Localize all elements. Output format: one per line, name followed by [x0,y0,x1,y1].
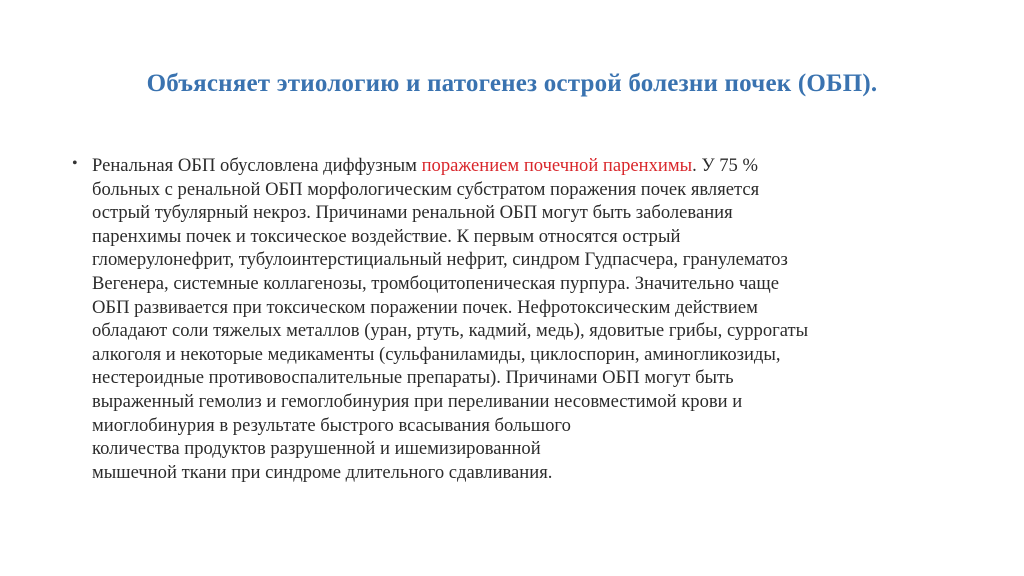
slide-title: Объясняет этиологию и патогенез острой болезни почек (ОБП). [146,70,878,97]
bullet-text-after: . У 75 % [692,155,758,176]
bullet-line: ОБП развивается при токсическом поражении почек. Нефротоксическим действием [92,296,758,318]
bullet-item [72,154,972,484]
bullet-line: количества продуктов разрушенной и ишемизированной [92,438,541,460]
bullet-line-1 [92,154,972,178]
bullet-line: мышечной ткани при синдроме длительного сдавливания. [92,461,553,483]
bullet-line: паренхимы почек и токсическое воздействие. К первым относятся острый [92,225,681,247]
bullet-line: острый тубулярный некроз. Причинами ренальной ОБП могут быть заболевания [92,202,733,224]
bullet-line: Вегенера, системные коллагенозы, тромбоцитопеническая пурпура. Значительно чаще [92,272,779,294]
bullet-line: больных с ренальной ОБП морфологическим субстратом поражения почек является [92,178,760,200]
bullet-line: миоглобинурия в результате быстрого всасывания большого [92,414,571,436]
bullet-line: нестероидные противовоспалительные препараты). Причинами ОБП могут быть [92,367,734,389]
bullet-text-before: Ренальная ОБП обусловлена диффузным [92,155,422,176]
bullet-line: алкоголя и некоторые медикаменты (сульфаниламиды, циклоспорин, аминогликозиды, [92,343,781,365]
bullet-dot-icon: • [72,155,78,172]
bullet-line: гломерулонефрит, тубулоинтерстициальный нефрит, синдром Гудпасчера, гранулематоз [92,249,788,271]
bullet-line: обладают соли тяжелых металлов (уран, ртуть, кадмий, медь), ядовитые грибы, суррогаты [92,320,809,342]
bullet-line: выраженный гемолиз и гемоглобинурия при переливании несовместимой крови и [92,390,743,412]
slide-body [72,154,972,484]
highlighted-phrase: поражением почечной паренхимы [421,155,693,176]
